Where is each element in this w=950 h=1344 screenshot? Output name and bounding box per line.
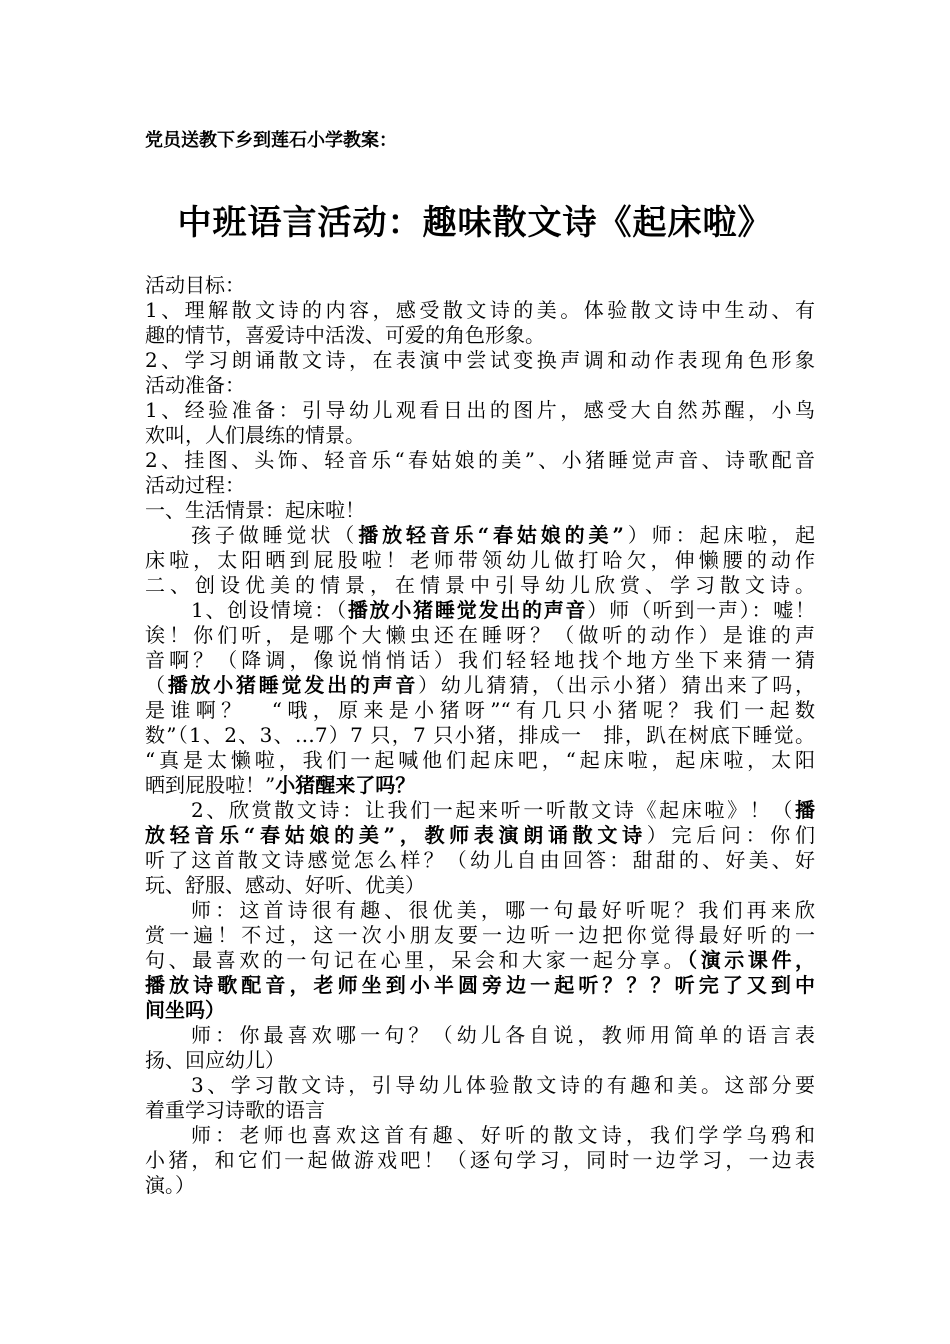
body-line [145, 698, 815, 723]
body-line [145, 273, 815, 298]
body-line [145, 448, 815, 473]
body-line [145, 498, 815, 523]
text-segment: ）师：起床啦，起 [623, 523, 816, 547]
text-segment: 演。） [145, 1173, 195, 1197]
text-segment: （ [145, 673, 168, 697]
body-line [145, 623, 815, 648]
text-segment: 数”（1、2、3、…7）7 只，7 只小猪，排成一 排，趴在树底下睡觉。 [145, 723, 815, 747]
bold-text-segment: （演示课件， [687, 948, 816, 972]
text-segment: 1、经验准备：引导幼儿观看日出的图片，感受大自然苏醒，小鸟 [145, 398, 815, 422]
body-line [145, 1098, 815, 1123]
text-segment: 师：这首诗很有趣、很优美，哪一句最好听呢？我们再来欣 [191, 898, 815, 922]
body-line [145, 998, 815, 1023]
body-line [145, 1148, 815, 1173]
body-line [145, 548, 815, 573]
body-line [145, 648, 815, 673]
text-segment: 2、欣赏散文诗：让我们一起来听一听散文诗《起床啦》！（ [191, 798, 795, 822]
text-segment: 师：你最喜欢哪一句？（幼儿各自说，教师用简单的语言表 [191, 1023, 815, 1047]
text-segment: 着重学习诗歌的语言 [145, 1098, 325, 1122]
text-segment: 活动过程： [145, 473, 245, 497]
text-segment: 音啊？（降调，像说悄悄话）我们轻轻地找个地方坐下来猜一猜 [145, 648, 815, 672]
body-line [145, 1023, 815, 1048]
bold-text-segment: 放轻音乐“春姑娘的美”，教师表演朗诵散文诗 [145, 823, 647, 847]
body-line [145, 373, 815, 398]
text-segment: 晒到屁股啦！” [145, 773, 276, 797]
body-line [145, 898, 815, 923]
text-segment: 1、理解散文诗的内容，感受散文诗的美。体验散文诗中生动、有 [145, 298, 815, 322]
body-line [145, 473, 815, 498]
body-line [145, 773, 815, 798]
bold-text-segment: 播放诗歌配音，老师坐到小半圆旁边一起听？？？听完了又到中 [145, 973, 815, 997]
text-segment: 2、挂图、头饰、轻音乐“春姑娘的美”、小猪睡觉声音、诗歌配音 [145, 448, 815, 472]
text-segment: 句、最喜欢的一句记在心里，呆会和大家一起分享。 [145, 948, 688, 972]
text-segment: 活动目标： [145, 273, 245, 297]
text-segment: 是谁啊？ “哦，原来是小猪呀”“有几只小猪呢？我们一起数 [145, 698, 815, 722]
bold-text-segment: 播放轻音乐“春姑娘的美” [358, 523, 624, 547]
document-header: 党员送教下乡到莲石小学教案： [145, 130, 397, 151]
body-line [145, 1073, 815, 1098]
body-line [145, 523, 815, 548]
text-segment: 床啦，太阳晒到屁股啦！老师带领幼儿做打哈欠，伸懒腰的动作 [145, 548, 815, 572]
body-line [145, 923, 815, 948]
text-segment: 一、生活情景：起床啦！ [145, 498, 365, 522]
bold-text-segment: 播 [795, 798, 815, 822]
text-segment: 欢叫，人们晨练的情景。 [145, 423, 365, 447]
text-segment: 1、创设情境：（ [191, 598, 348, 622]
body-line [145, 1173, 815, 1198]
body-line [145, 298, 815, 323]
text-segment: 孩子做睡觉状（ [191, 523, 359, 547]
body-line [145, 348, 815, 373]
bold-text-segment: 间坐吗） [145, 998, 225, 1022]
bold-text-segment: 播放小猪睡觉发出的声音 [167, 673, 419, 697]
body-line [145, 723, 815, 748]
bold-text-segment: 小猪醒来了吗？ [275, 773, 416, 797]
text-segment: 趣的情节，喜爱诗中活泼、可爱的角色形象。 [145, 323, 545, 347]
body-line [145, 1123, 815, 1148]
text-segment: 小猪，和它们一起做游戏吧！（逐句学习，同时一边学习，一边表 [145, 1148, 815, 1172]
text-segment: 3、学习散文诗，引导幼儿体验散文诗的有趣和美。这部分要 [191, 1073, 815, 1097]
body-line [145, 973, 815, 998]
text-segment: 2、学习朗诵散文诗，在表演中尝试变换声调和动作表现角色形象 [145, 348, 815, 372]
body-line [145, 423, 815, 448]
text-segment: 扬、回应幼儿） [145, 1048, 285, 1072]
bold-text-segment: 播放小猪睡觉发出的声音 [347, 598, 588, 622]
body-line [145, 1048, 815, 1073]
body-line [145, 948, 815, 973]
body-line [145, 323, 815, 348]
body-line [145, 573, 815, 598]
body-line [145, 848, 815, 873]
body-line [145, 398, 815, 423]
text-segment: 师：老师也喜欢这首有趣、好听的散文诗，我们学学乌鸦和 [191, 1123, 815, 1147]
body-line [145, 798, 815, 823]
document-title: 中班语言活动：趣味散文诗《起床啦》 [177, 203, 773, 243]
text-segment: 二、创设优美的情景，在情景中引导幼儿欣赏、学习散文诗。 [145, 573, 815, 597]
text-segment: 诶！你们听，是哪个大懒虫还在睡呀？（做听的动作）是谁的声 [145, 623, 815, 647]
body-line [145, 823, 815, 848]
text-segment: “真是太懒啦，我们一起喊他们起床吧，“起床啦，起床啦，太阳 [145, 748, 815, 772]
text-segment: 玩、舒服、感动、好听、优美） [145, 873, 425, 897]
text-segment: 赏一遍！不过，这一次小朋友要一边听一边把你觉得最好听的一 [145, 923, 815, 947]
body-line [145, 598, 815, 623]
text-segment: ）完后问：你们 [646, 823, 815, 847]
body-line [145, 673, 815, 698]
body-line [145, 748, 815, 773]
text-segment: 活动准备： [145, 373, 245, 397]
text-segment: 听了这首散文诗感觉怎么样？（幼儿自由回答：甜甜的、好美、好 [145, 848, 815, 872]
text-segment: ）师（听到一声）：嘘！ [587, 598, 816, 622]
text-segment: ）幼儿猜猜，（出示小猪）猜出来了吗， [418, 673, 816, 697]
body-line [145, 873, 815, 898]
document-body [145, 273, 815, 1198]
